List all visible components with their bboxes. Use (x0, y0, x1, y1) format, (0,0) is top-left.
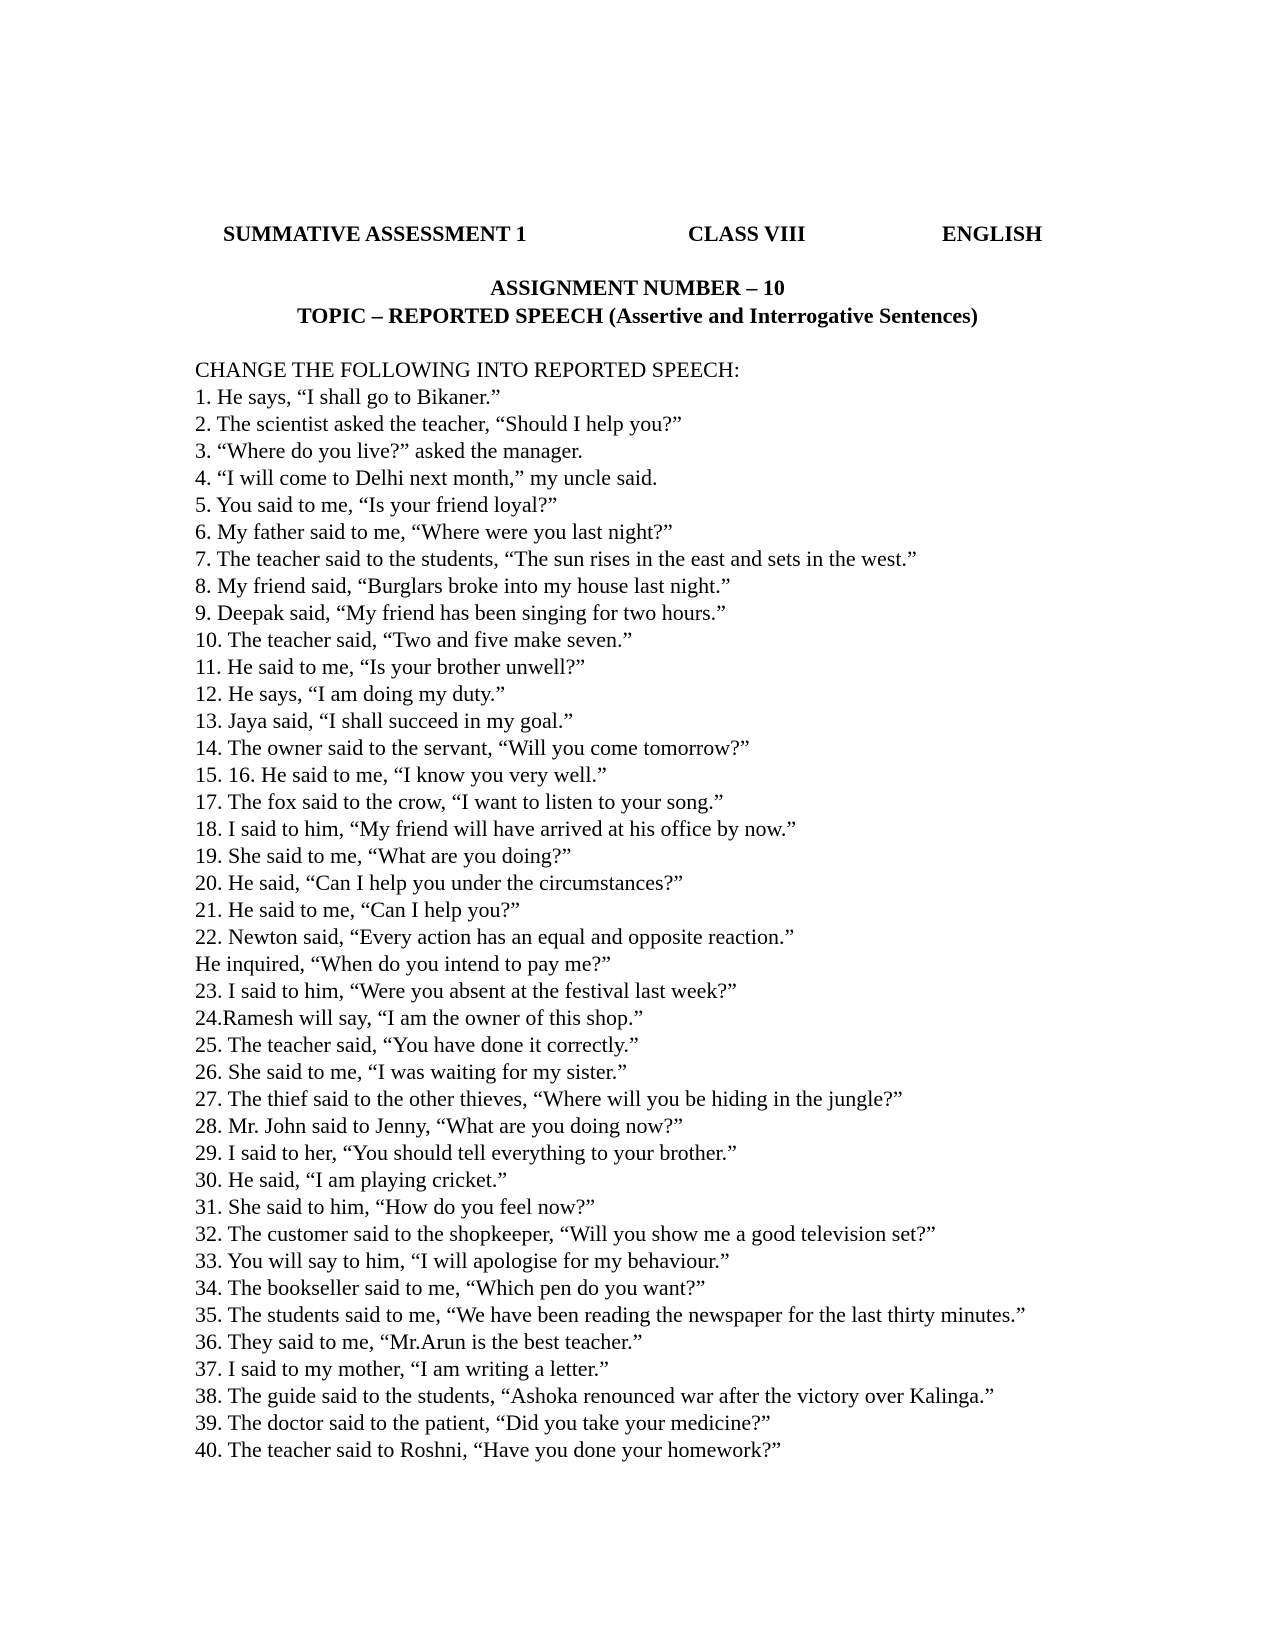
question-item: 14. The owner said to the servant, “Will you come tomorrow?” (195, 735, 750, 760)
question-item: 39. The doctor said to the patient, “Did you take your medicine?” (195, 1410, 771, 1435)
assignment-topic: TOPIC – REPORTED SPEECH (Assertive and Interrogative Sentences) (296, 303, 978, 328)
instruction-heading: CHANGE THE FOLLOWING INTO REPORTED SPEECH: (195, 357, 740, 382)
question-item: 32. The customer said to the shopkeeper, “Will you show me a good television set?” (195, 1221, 936, 1246)
question-item: 34. The bookseller said to me, “Which pen do you want?” (195, 1275, 706, 1300)
question-item: 20. He said, “Can I help you under the circumstances?” (195, 870, 684, 895)
class-name: CLASS VIII (688, 221, 806, 246)
question-item: 22. Newton said, “Every action has an equal and opposite reaction.” (195, 924, 795, 949)
question-item: 13. Jaya said, “I shall succeed in my goal.” (195, 708, 574, 733)
question-item: 26. She said to me, “I was waiting for my sister.” (195, 1059, 627, 1084)
question-item: 5. You said to me, “Is your friend loyal?” (195, 492, 558, 517)
question-item: 36. They said to me, “Mr.Arun is the best teacher.” (195, 1329, 643, 1354)
assignment-number: ASSIGNMENT NUMBER – 10 (490, 275, 785, 300)
question-item: 15. 16. He said to me, “I know you very well.” (195, 762, 607, 787)
question-item: 10. The teacher said, “Two and five make seven.” (195, 627, 633, 652)
question-item: 1. He says, “I shall go to Bikaner.” (195, 384, 501, 409)
question-item: 8. My friend said, “Burglars broke into my house last night.” (195, 573, 731, 598)
question-item: 33. You will say to him, “I will apologise for my behaviour.” (195, 1248, 730, 1273)
question-item: 6. My father said to me, “Where were you last night?” (195, 519, 673, 544)
assignment-title-block (0, 274, 1275, 330)
question-item: 40. The teacher said to Roshni, “Have you done your homework?” (195, 1437, 782, 1462)
question-item: 25. The teacher said, “You have done it correctly.” (195, 1032, 639, 1057)
question-item: 3. “Where do you live?” asked the manager. (195, 438, 583, 463)
question-item: 17. The fox said to the crow, “I want to listen to your song.” (195, 789, 724, 814)
question-item: 30. He said, “I am playing cricket.” (195, 1167, 508, 1192)
question-item: 9. Deepak said, “My friend has been singing for two hours.” (195, 600, 726, 625)
question-item: 24.Ramesh will say, “I am the owner of this shop.” (195, 1005, 644, 1030)
question-item: 35. The students said to me, “We have been reading the newspaper for the last thirty minutes.” (195, 1302, 1026, 1327)
question-item: 29. I said to her, “You should tell everything to your brother.” (195, 1140, 737, 1165)
question-item: 2. The scientist asked the teacher, “Should I help you?” (195, 411, 682, 436)
question-item: 4. “I will come to Delhi next month,” my uncle said. (195, 465, 658, 490)
subject-name: ENGLISH (942, 221, 1043, 246)
question-item: 27. The thief said to the other thieves, “Where will you be hiding in the jungle?” (195, 1086, 903, 1111)
question-item: 7. The teacher said to the students, “The sun rises in the east and sets in the west.” (195, 546, 917, 571)
question-item: 31. She said to him, “How do you feel now?” (195, 1194, 596, 1219)
question-item: He inquired, “When do you intend to pay me?” (195, 951, 612, 976)
question-item: 37. I said to my mother, “I am writing a letter.” (195, 1356, 609, 1381)
question-item: 23. I said to him, “Were you absent at the festival last week?” (195, 978, 737, 1003)
question-item: 12. He says, “I am doing my duty.” (195, 681, 506, 706)
question-list (195, 383, 1065, 1463)
document-header (0, 221, 1275, 251)
question-item: 38. The guide said to the students, “Ashoka renounced war after the victory over Kalinga.” (195, 1383, 995, 1408)
question-item: 28. Mr. John said to Jenny, “What are you doing now?” (195, 1113, 683, 1138)
question-item: 18. I said to him, “My friend will have arrived at his office by now.” (195, 816, 797, 841)
assessment-name: SUMMATIVE ASSESSMENT 1 (223, 221, 527, 246)
question-item: 11. He said to me, “Is your brother unwell?” (195, 654, 586, 679)
question-item: 19. She said to me, “What are you doing?” (195, 843, 572, 868)
question-item: 21. He said to me, “Can I help you?” (195, 897, 521, 922)
